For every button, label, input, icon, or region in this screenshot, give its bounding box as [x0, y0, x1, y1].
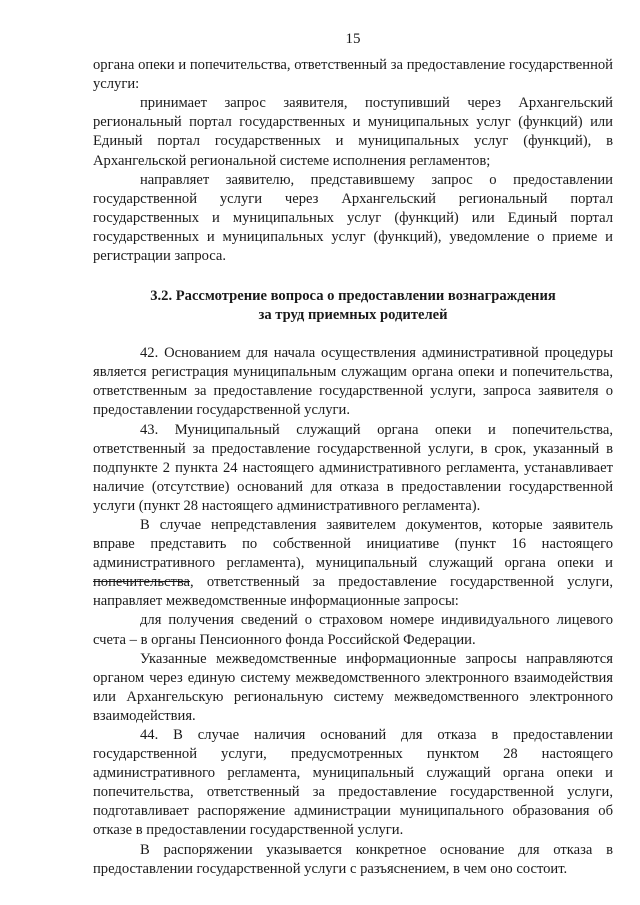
- paragraph-44-refusal-reason: В распоряжении указывается конкретное основание для отказа в предоставлении государственной услуги с разъяснением, в чем оно состоит.: [93, 841, 613, 877]
- paragraph-43-pension-fund: для получения сведений о страховом номере индивидуального лицевого счета – в органы Пенсионного фонда Российской Федерации.: [93, 612, 613, 648]
- paragraph-43-interagency-text-before: В случае непредставления заявителем документов, которые заявитель вправе представить по собственной инициативе (пункт 16 настоящего административного регламента), муниципальный служащий органа опеки и: [93, 516, 613, 572]
- paragraph-continuation: органа опеки и попечительства, ответственный за предоставление государственной услуги:: [93, 57, 613, 93]
- section-heading-line-1: 3.2. Рассмотрение вопроса о предоставлении вознаграждения: [150, 288, 556, 305]
- paragraph-43-interagency-text-after: , ответственный за предоставление государственной услуги, направляет межведомственные информационные запросы:: [93, 574, 613, 610]
- struck-through-word: попечительства: [93, 574, 191, 591]
- paragraph-43: 43. Муниципальный служащий органа опеки и попечительства, ответственный за предоставление государственной услуги, в срок, указанный в подпункте 2 пункта 24 настоящего административного регламента, устанавливает наличие (отсутствие) оснований для отказа в предоставлении государственной услуги (пункт 28 настоящего административного регламента).: [93, 421, 613, 514]
- paragraph-42: 42. Основанием для начала осуществления административной процедуры является регистрация муниципальным служащим органа опеки и попечительства, ответственным за предоставление государственной услуги, запроса заявителя о предоставлении государственной услуги.: [93, 345, 613, 419]
- section-heading: [93, 287, 613, 325]
- section-heading-line-2: за труд приемных родителей: [258, 307, 448, 324]
- paragraph-43-interagency: [93, 516, 613, 611]
- paragraph-accepts-request: принимает запрос заявителя, поступивший через Архангельский региональный портал государственных и муниципальных услуг (функций) или Единый портал государственных и муниципальных услуг (функций), в Архангельской региональной системе исполнения регламентов;: [93, 95, 613, 169]
- document-page: [93, 30, 613, 879]
- paragraph-sends-notification: направляет заявителю, представившему запрос о предоставлении государственной услуги через Архангельский региональный портал государственных и муниципальных услуг (функций) или Единый портал государственных и муниципальных услуг (функций), уведомление о приеме и регистрации запроса.: [93, 171, 613, 265]
- page-number: 15: [345, 31, 361, 47]
- paragraph-44: 44. В случае наличия оснований для отказа в предоставлении государственной услуги, предусмотренных пунктом 28 настоящего административного регламента, муниципальный служащий органа опеки и попечительства, ответственный за предоставление государственной услуги, подготавливает распоряжение администрации муниципального образования об отказе в предоставлении государственной услуги.: [93, 727, 613, 839]
- paragraph-43-requests-sent: Указанные межведомственные информационные запросы направляются органом через единую систему межведомственного электронного взаимодействия или Архангельскую региональную систему межведомственного электронного взаимодействия.: [93, 650, 613, 724]
